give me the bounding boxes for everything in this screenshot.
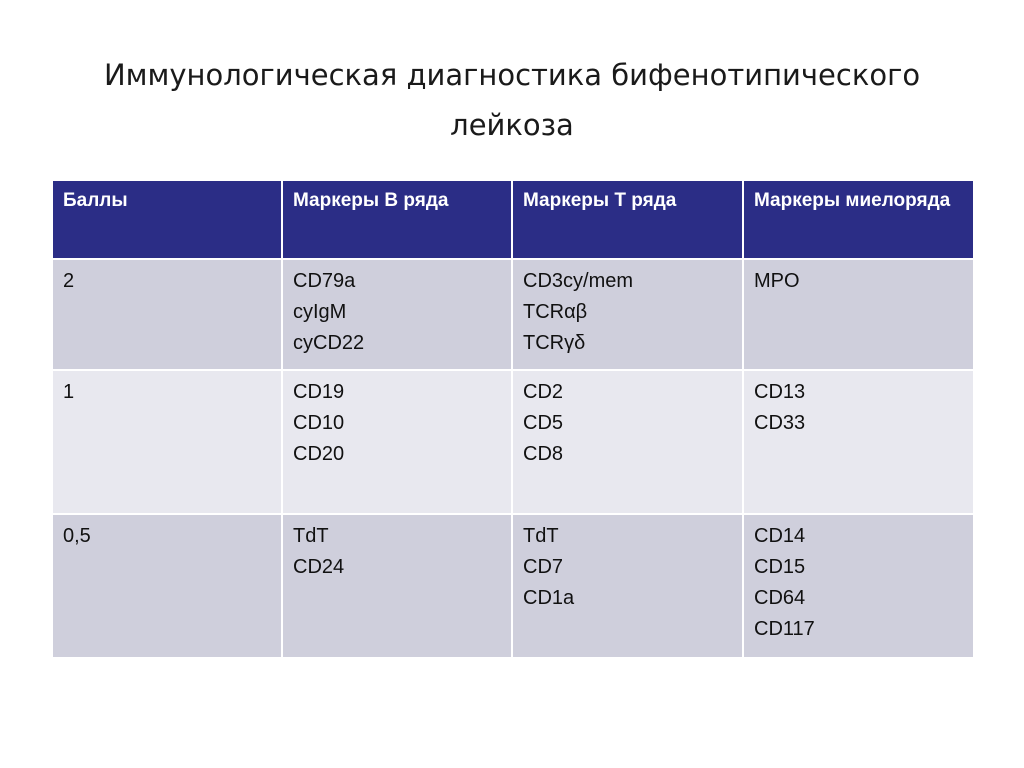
score-value: 0,5: [63, 525, 91, 547]
t-markers-cell: [512, 514, 743, 658]
marker: CD7: [523, 556, 564, 578]
table-row: [52, 259, 974, 370]
marker: TCRγδ: [523, 332, 586, 354]
score-value: 1: [63, 381, 75, 403]
slide-title-line-1: Иммунологическая диагностика бифенотипического: [103, 58, 921, 92]
marker: cyCD22: [293, 332, 365, 354]
b-markers-cell: [282, 514, 512, 658]
marker: CD1a: [523, 587, 575, 609]
score-cell: [52, 370, 282, 514]
marker: TdT: [293, 525, 329, 547]
marker: CD13: [754, 381, 806, 403]
table-header-row: [52, 180, 974, 259]
marker: CD3cy/mem: [523, 270, 634, 292]
marker: CD14: [754, 525, 806, 547]
table-row: [52, 514, 974, 658]
marker: CD10: [293, 412, 345, 434]
marker: CD79a: [293, 270, 356, 292]
b-markers-cell: [282, 370, 512, 514]
score-cell: [52, 514, 282, 658]
marker: CD20: [293, 443, 345, 465]
score-value: 2: [63, 270, 75, 292]
myeloid-markers-cell: [743, 370, 974, 514]
markers-table: [51, 179, 975, 659]
header-myeloid-markers: Маркеры миелоряда: [743, 180, 974, 259]
marker: CD64: [754, 587, 806, 609]
marker: CD24: [293, 556, 345, 578]
marker: CD117: [754, 618, 815, 640]
marker: CD19: [293, 381, 345, 403]
marker: CD15: [754, 556, 806, 578]
t-markers-cell: [512, 370, 743, 514]
marker: MPO: [754, 270, 800, 292]
header-score: Баллы: [52, 180, 282, 259]
myeloid-markers-cell: [743, 514, 974, 658]
marker: cyIgM: [293, 301, 347, 323]
marker: CD8: [523, 443, 564, 465]
slide-title: [40, 50, 984, 150]
marker: CD2: [523, 381, 564, 403]
score-cell: [52, 259, 282, 370]
marker: TdT: [523, 525, 559, 547]
header-t-markers: Маркеры T ряда: [512, 180, 743, 259]
b-markers-cell: [282, 259, 512, 370]
slide-title-line-2: лейкоза: [450, 108, 574, 142]
marker: TCRαβ: [523, 301, 588, 323]
header-b-markers: Маркеры B ряда: [282, 180, 512, 259]
t-markers-cell: [512, 259, 743, 370]
marker: CD5: [523, 412, 564, 434]
table-row: [52, 370, 974, 514]
myeloid-markers-cell: [743, 259, 974, 370]
marker: CD33: [754, 412, 806, 434]
